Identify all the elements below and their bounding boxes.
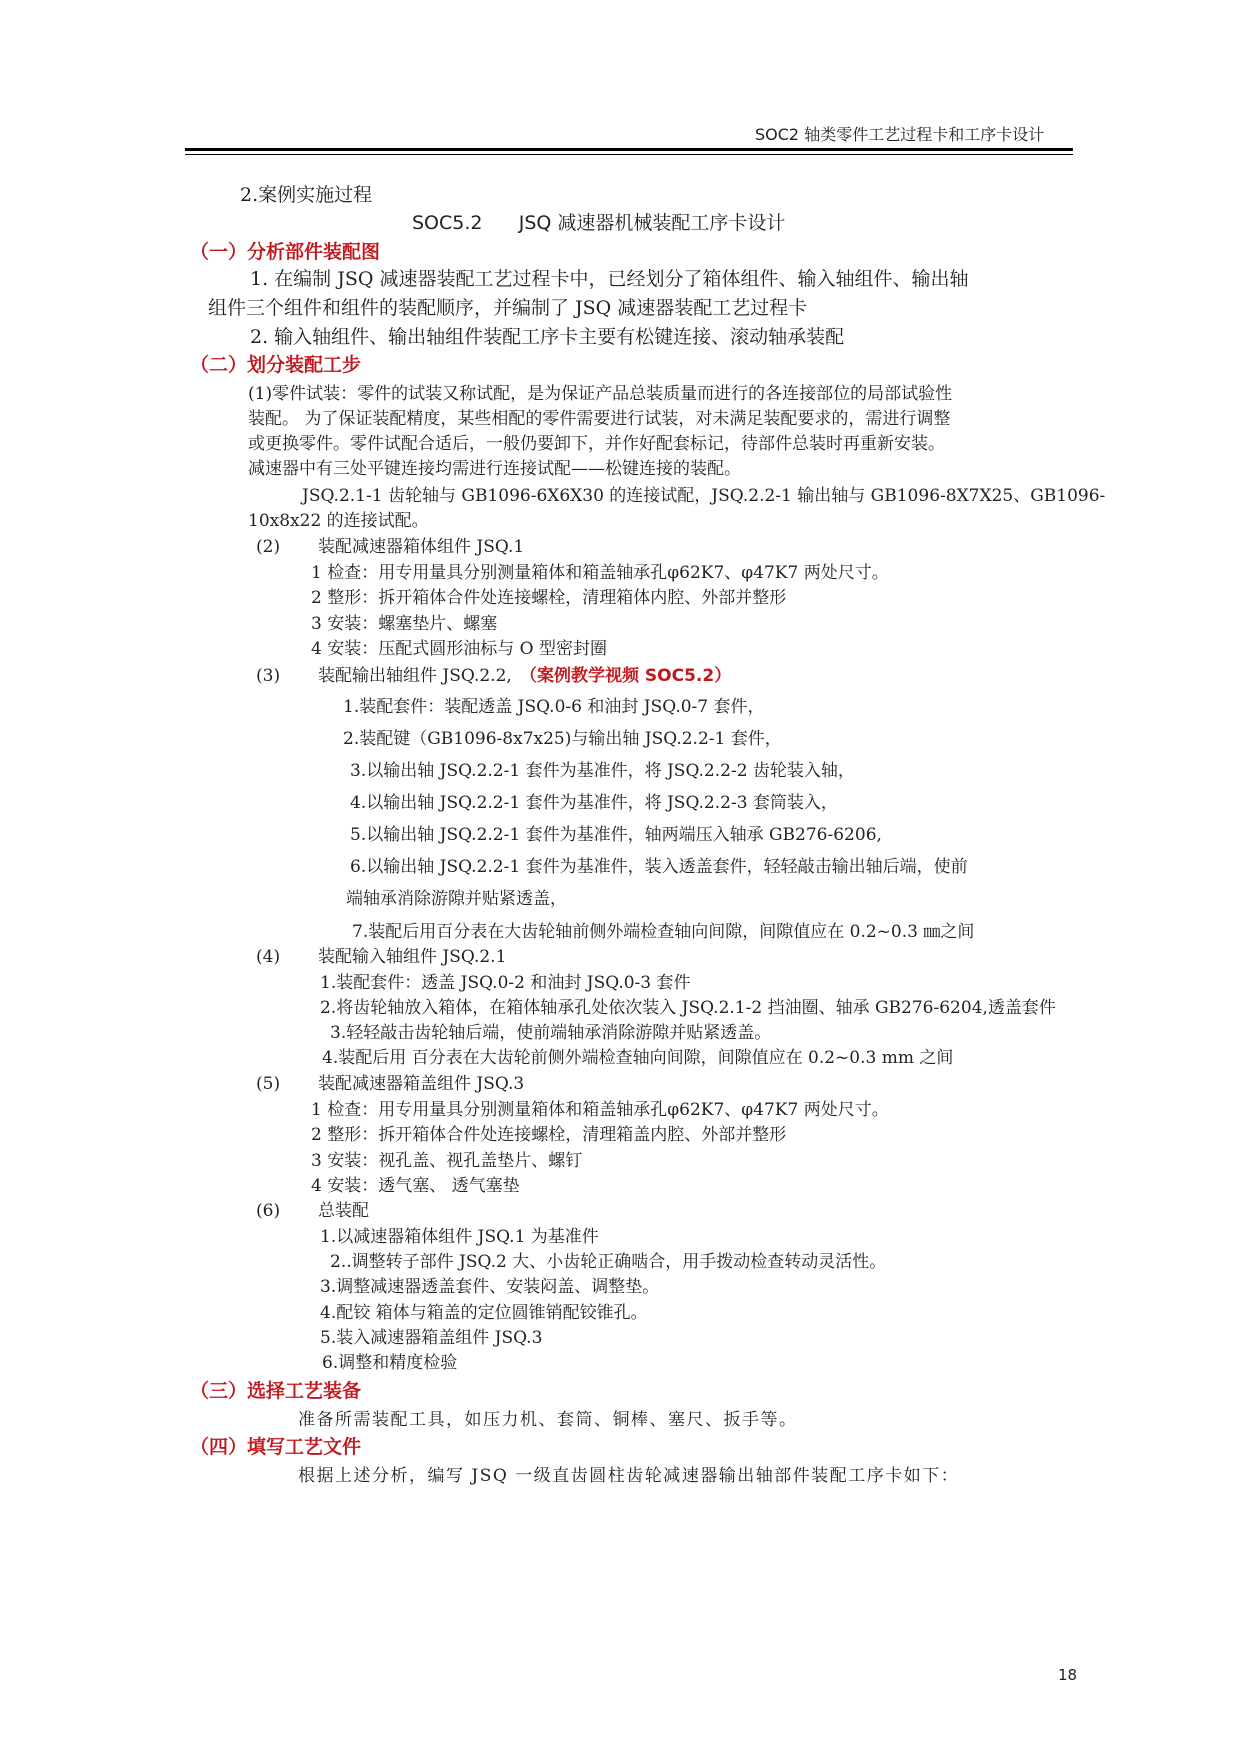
step-5-item: 1 检查：用专用量具分别测量箱体和箱盖轴承孔φ62K7、φ47K7 两处尺寸。 bbox=[311, 1100, 889, 1120]
step-6-item: 3.调整减速器透盖套件、安装闷盖、调整垫。 bbox=[320, 1277, 660, 1297]
step-3-item: 2.装配键（GB1096-8x7x25)与输出轴 JSQ.2.2-1 套件， bbox=[343, 729, 782, 749]
sec2-trial-line: 10x8x22 的连接试配。 bbox=[248, 511, 429, 531]
step-3-item: 6.以输出轴 JSQ.2.2-1 套件为基准件，装入透盖套件，轻轻敲击输出轴后端，使前 bbox=[350, 857, 968, 877]
video-link[interactable]: （案例教学视频 SOC5.2） bbox=[520, 666, 732, 686]
header-rule-thick bbox=[185, 148, 1073, 151]
step-6-item: 2..调整转子部件 JSQ.2 大、小齿轮正确啮合，用手拨动检查转动灵活性。 bbox=[330, 1252, 887, 1272]
sec1-para-2: 2. 输入轴组件、输出轴组件装配工序卡主要有松键连接、滚动轴承装配 bbox=[250, 326, 845, 348]
step-4-item: 4.装配后用 百分表在大齿轮前侧外端检查轴向间隙，间隙值应在 0.2~0.3 mm 之间 bbox=[322, 1048, 954, 1068]
step-2-number: (2) bbox=[256, 537, 281, 557]
page-number: 18 bbox=[1058, 1666, 1078, 1684]
step-4-item: 1.装配套件：透盖 JSQ.0-2 和油封 JSQ.0-3 套件 bbox=[320, 973, 691, 993]
step-3-number: (3) bbox=[256, 666, 281, 686]
sec2-trial-line: (1)零件试装：零件的试装又称试配，是为保证产品总装质量而进行的各连接部位的局部试验性 bbox=[248, 384, 953, 404]
step-3-item: 3.以输出轴 JSQ.2.2-1 套件为基准件，将 JSQ.2.2-2 齿轮装入轴， bbox=[350, 761, 855, 781]
sec2-trial-line: 装配。 为了保证装配精度，某些相配的零件需要进行试装，对未满足装配要求的，需进行调整 bbox=[248, 409, 951, 429]
step-5-item: 2 整形：拆开箱体合件处连接螺栓，清理箱盖内腔、外部并整形 bbox=[311, 1125, 787, 1145]
step-6-item: 5.装入减速器箱盖组件 JSQ.3 bbox=[320, 1328, 543, 1348]
step-2-item: 4 安装：压配式圆形油标与 O 型密封圈 bbox=[311, 639, 607, 659]
step-4-title: 装配输入轴组件 JSQ.2.1 bbox=[318, 947, 507, 967]
sec1-para-1b: 组件三个组件和组件的装配顺序，并编制了 JSQ 减速器装配工艺过程卡 bbox=[208, 297, 808, 319]
sec2-trial-line: 减速器中有三处平键连接均需进行连接试配——松键连接的装配。 bbox=[248, 459, 741, 479]
section-3-title: （三）选择工艺装备 bbox=[190, 1380, 362, 1402]
step-4-number: (4) bbox=[256, 947, 281, 967]
step-3-item: 5.以输出轴 JSQ.2.2-1 套件为基准件，轴两端压入轴承 GB276-6206, bbox=[350, 825, 882, 845]
step-3-item: 1.装配套件：装配透盖 JSQ.0-6 和油封 JSQ.0-7 套件， bbox=[343, 697, 765, 717]
step-2-item: 3 安装：螺塞垫片、螺塞 bbox=[311, 614, 498, 634]
step-2-item: 2 整形：拆开箱体合件处连接螺栓，清理箱体内腔、外部并整形 bbox=[311, 588, 787, 608]
sec1-para-1a: 1. 在编制 JSQ 减速器装配工艺过程卡中，已经划分了箱体组件、输入轴组件、输出轴 bbox=[250, 268, 969, 290]
main-title: SOC5.2 JSQ 减速器机械装配工序卡设计 bbox=[412, 212, 786, 234]
step-2-item: 1 检查：用专用量具分别测量箱体和箱盖轴承孔φ62K7、φ47K7 两处尺寸。 bbox=[311, 563, 889, 583]
step-3-item: 4.以输出轴 JSQ.2.2-1 套件为基准件，将 JSQ.2.2-3 套筒装入， bbox=[350, 793, 838, 813]
step-4-item: 3.轻轻敲击齿轮轴后端，使前端轴承消除游隙并贴紧透盖。 bbox=[330, 1023, 772, 1043]
header-rule-thin bbox=[185, 154, 1073, 155]
step-2-title: 装配减速器箱体组件 JSQ.1 bbox=[318, 537, 525, 557]
sec4-paragraph: 根据上述分析，编写 JSQ 一级直齿圆柱齿轮减速器输出轴部件装配工序卡如下： bbox=[298, 1466, 960, 1486]
sec2-trial-line: 或更换零件。零件试配合适后，一般仍要卸下，并作好配套标记，待部件总装时再重新安装。 bbox=[248, 434, 945, 454]
step-6-item: 1.以减速器箱体组件 JSQ.1 为基准件 bbox=[320, 1227, 599, 1247]
section-2-title: （二）划分装配工步 bbox=[190, 354, 362, 376]
step-6-number: (6) bbox=[256, 1201, 281, 1221]
step-6-item: 6.调整和精度检验 bbox=[322, 1353, 458, 1373]
step-6-title: 总装配 bbox=[318, 1201, 369, 1221]
step-4-item: 2.将齿轮轴放入箱体，在箱体轴承孔处依次装入 JSQ.2.1-2 挡油圈、轴承 GB276-6204,透盖套件 bbox=[320, 998, 1056, 1018]
step-5-number: (5) bbox=[256, 1074, 281, 1094]
step-5-item: 3 安装：视孔盖、视孔盖垫片、螺钉 bbox=[311, 1151, 583, 1171]
step-6-item: 4.配铰 箱体与箱盖的定位圆锥销配铰锥孔。 bbox=[320, 1303, 648, 1323]
section-4-title: （四）填写工艺文件 bbox=[190, 1436, 362, 1458]
running-header: SOC2 轴类零件工艺过程卡和工序卡设计 bbox=[755, 125, 1045, 144]
subtitle: 2.案例实施过程 bbox=[240, 184, 373, 206]
step-3-title: 装配输出轴组件 JSQ.2.2, bbox=[318, 666, 512, 686]
sec2-trial-line: JSQ.2.1-1 齿轮轴与 GB1096-6X6X30 的连接试配，JSQ.2.2-1 输出轴与 GB1096-8X7X25、GB1096- bbox=[302, 486, 1106, 506]
step-5-item: 4 安装：透气塞、 透气塞垫 bbox=[311, 1176, 520, 1196]
step-3-item: 端轴承消除游隙并贴紧透盖， bbox=[346, 889, 567, 909]
step-3-item: 7.装配后用百分表在大齿轮轴前侧外端检查轴向间隙，间隙值应在 0.2~0.3 ㎜之间 bbox=[352, 922, 975, 942]
sec3-paragraph: 准备所需装配工具，如压力机、套筒、铜棒、塞尺、扳手等。 bbox=[298, 1410, 798, 1430]
section-1-title: （一）分析部件装配图 bbox=[190, 241, 381, 263]
step-5-title: 装配减速器箱盖组件 JSQ.3 bbox=[318, 1074, 525, 1094]
